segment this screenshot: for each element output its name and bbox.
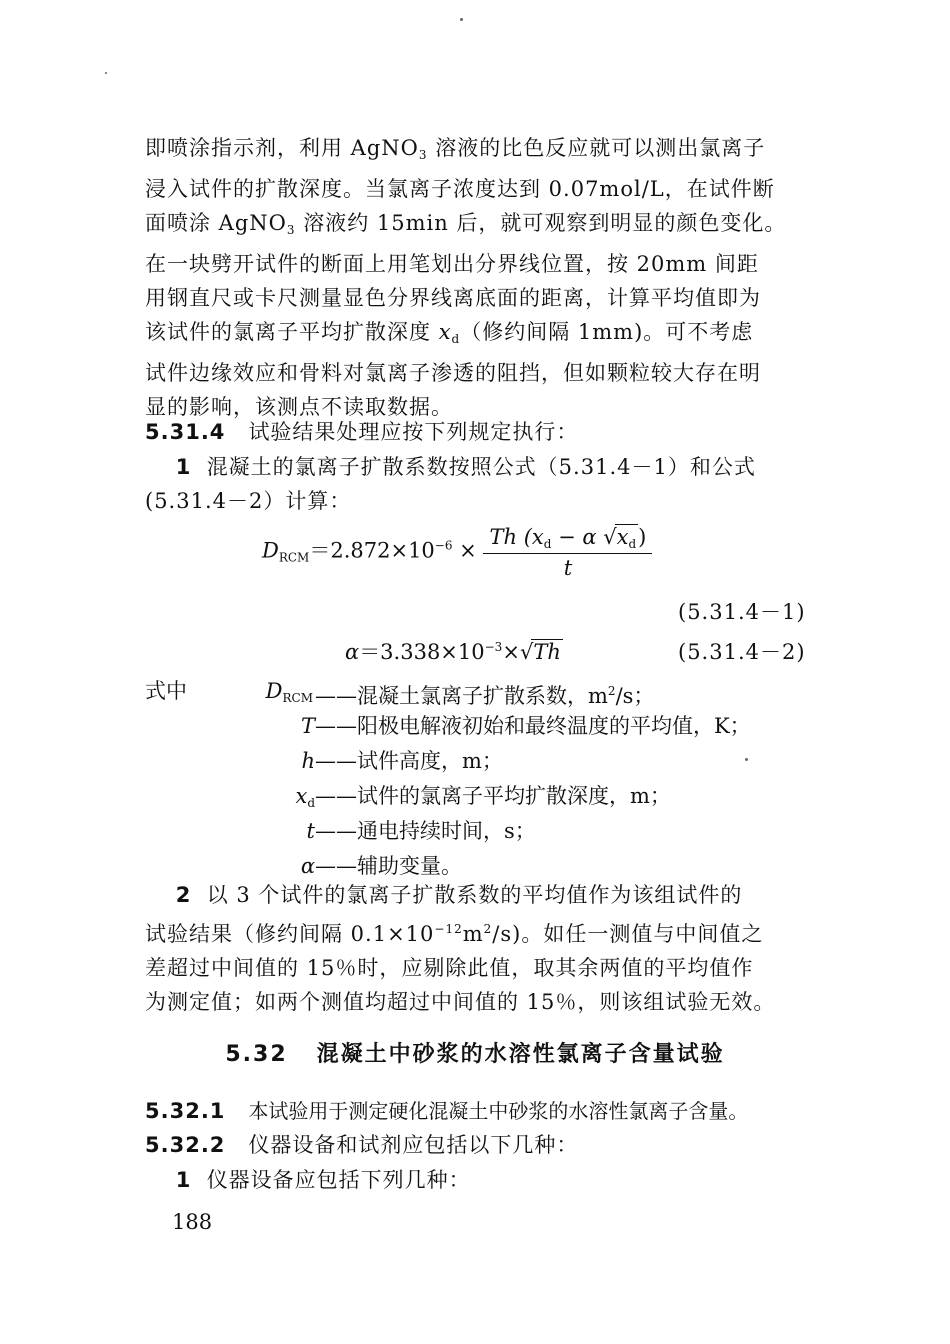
formula-1-fraction: $\frac{Th (x_d - \alpha √x_d)}{t}$ [483,524,652,580]
intro-line-1: 即喷涂指示剂，利用 AgNO$_3$ 溶液的比色反应就可以测出氯离子 [145,136,766,162]
intro-line-8: 显的影响，该测点不读取数据。 [145,395,453,419]
scan-speck [105,72,107,74]
clause-number: 5.31.4 [145,420,226,444]
item-1-paragraph [145,450,810,518]
intro-line-4: 在一块劈开试件的断面上用笔划出分界线位置，按 20mm 间距 [145,252,759,276]
item-2-line-1: 以 3 个试件的氯离子扩散系数的平均值作为该组试件的 [206,883,743,907]
clause-number: 5.32.1 [145,1099,226,1123]
clause-5-32-1 [145,1094,810,1128]
scan-speck [745,758,748,761]
item-2-line-3: 差超过中间值的 15％时，应剔除此值，取其余两值的平均值作 [145,956,754,980]
scan-speck [460,18,463,21]
clause-text: 试验结果处理应按下列规定执行： [248,420,579,444]
intro-line-2: 浸入试件的扩散深度。当氯离子浓度达到 0.07mol/L，在试件断 [145,177,775,201]
equation-number-1: (5.31.4－1) [678,600,806,624]
intro-line-5: 用钢直尺或卡尺测量显色分界线离底面的距离，计算平均值即为 [145,286,761,310]
section-title: 混凝土中砂浆的水溶性氯离子含量试验 [316,1042,725,1067]
formula-5-31-4-2: $\alpha=3.338\times 10^{-3}\times√Th$ [345,640,561,664]
item-number: 1 [175,455,192,479]
item-number: 2 [175,883,192,907]
item-2-line-4: 为测定值；如两个测值均超过中间值的 15％，则该组试验无效。 [145,990,776,1014]
item-next-paragraph [145,1163,810,1197]
intro-line-7: 试件边缘效应和骨料对氯离子渗透的阻挡，但如颗粒较大存在明 [145,361,761,385]
clause-number: 5.32.2 [145,1133,226,1157]
item-1-line-1: 混凝土的氯离子扩散系数按照公式（5.31.4－1）和公式 [206,455,756,479]
clause-5-32-2 [145,1128,810,1162]
item-2-paragraph [145,878,810,1019]
where-label: 式中 [145,679,187,703]
formula-5-31-4-1: $D_{RCM}=2.872\times 10^{-6}$ × $\frac{Th (x_d - \alpha √x_d)}{t}$ [262,524,652,580]
intro-line-3: 面喷涂 AgNO$_3$ 溶液约 15min 后，就可观察到明显的颜色变化。 [145,211,787,237]
item-2-line-2: 试验结果（修约间隔 $0.1\times 10^{-12}m^2/s$)。如任一测值与中间值之 [145,922,764,946]
section-number: 5.32 [225,1042,288,1067]
clause-5-31-4 [145,415,810,449]
variable-definitions: 式中 $D_{RCM}$ ——混凝土氯离子扩散系数，$m^2/s$； T ——阳极电解液初始和最终温度的平均值，K； h ——试件高度，m； $x_d$ ——试件的氯离子平均扩散深度，m； t ——通电持续时间，s； α ——辅助变量。 [145,674,810,884]
intro-line-6: 该试件的氯离子平均扩散深度 $x_d$（修约间隔 1mm)。可不考虑 [145,320,754,346]
item-1-line-2: (5.31.4－2）计算： [145,489,352,513]
page-number: 188 [172,1210,213,1234]
intro-paragraph [145,131,810,424]
clause-text: 仪器设备和试剂应包括以下几种： [248,1133,579,1157]
item-number: 1 [175,1168,192,1192]
section-heading-5-32 [0,1037,950,1068]
item-next-text: 仪器设备应包括下列几种： [206,1168,471,1192]
clause-text: 本试验用于测定硬化混凝土中砂浆的水溶性氯离子含量。 [248,1099,749,1123]
equation-number-2: (5.31.4－2) [678,640,806,664]
